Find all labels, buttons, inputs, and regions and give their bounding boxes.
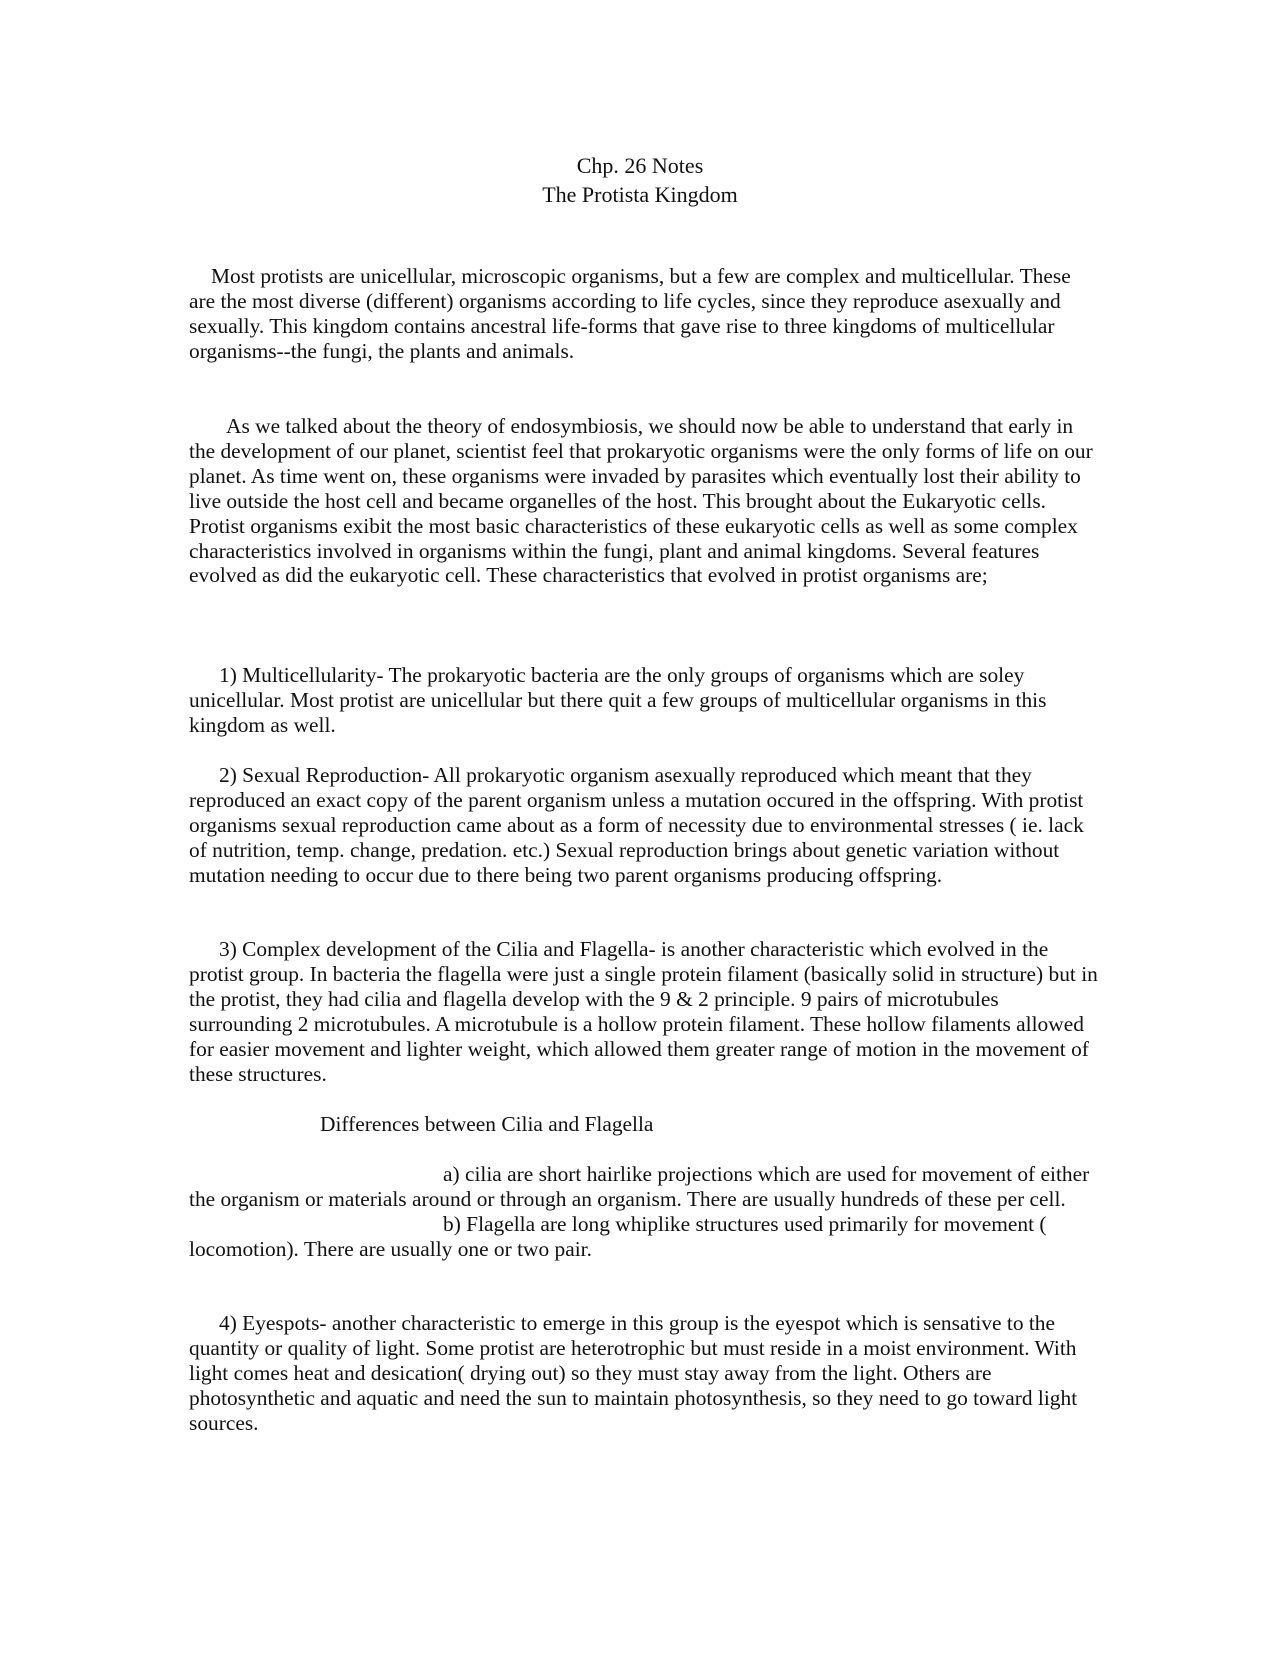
paragraph-eyespots-text: 4) Eyespots- another characteristic to emerge in this group is the eyespot which is sensative to the quantity or quality of light. Some protist are heterotrophic but must reside in a moist environment. With light comes heat and desication( drying out) so they must stay away from the light. Others are photosynthetic and aquatic and need the sun to maintain photosynthesis, so they need to go toward light sources.: [189, 1311, 1078, 1435]
paragraph-endosymbiosis: [189, 414, 1099, 588]
paragraph-cilia-flagella: [189, 937, 1099, 1086]
paragraph-intro-text: Most protists are unicellular, microscopic organisms, but a few are complex and multicellular. These are the most diverse (different) organisms according to life cycles, since they reproduce asexually and sexually. This kingdom contains ancestral life-forms that gave rise to three kingdoms of multicellular organisms--the fungi, the plants and animals.: [189, 264, 1071, 363]
document-subtitle: The Protista Kingdom: [542, 182, 738, 207]
paragraph-intro: [189, 264, 1099, 364]
differences-list: [189, 1162, 1099, 1262]
difference-flagella: [189, 1212, 1099, 1262]
document-title: Chp. 26 Notes: [576, 153, 704, 178]
paragraph-eyespots: [189, 1311, 1099, 1436]
paragraph-sexual-reproduction-text: 2) Sexual Reproduction- All prokaryotic organism asexually reproduced which meant that they reproduced an exact copy of the parent organism unless a mutation occured in the offspring. With protist organisms sexual reproduction came about as a form of necessity due to environmental stresses ( ie. lack of nutrition, temp. change, predation. etc.) Sexual reproduction brings about genetic variation without mutation needing to occur due to there being two parent organisms producing offspring.: [189, 763, 1084, 887]
difference-cilia-text: a) cilia are short hairlike projections which are used for movement of either the organism or materials around or through an organism. There are usually hundreds of these per cell.: [189, 1162, 1090, 1211]
paragraph-cilia-flagella-text: 3) Complex development of the Cilia and Flagella- is another characteristic which evolved in the protist group. In bacteria the flagella were just a single protein filament (basically solid in structure) but in the protist, they had cilia and flagella develop with the 9 & 2 principle. 9 pairs of microtubules surrounding 2 microtubules. A microtubule is a hollow protein filament. These hollow filaments allowed for easier movement and lighter weight, which allowed them greater range of motion in the movement of these structures.: [189, 937, 1098, 1086]
paragraph-sexual-reproduction: [189, 763, 1099, 888]
difference-flagella-text: b) Flagella are long whiplike structures used primarily for movement ( locomotion). There are usually one or two pair.: [189, 1211, 1047, 1261]
section-subheading: Differences between Cilia and Flagella: [320, 1112, 654, 1136]
paragraph-endosymbiosis-text: As we talked about the theory of endosymbiosis, we should now be able to understand that early in the development of our planet, scientist feel that prokaryotic organisms were the only forms of life on our planet. As time went on, these organisms were invaded by parasites which eventually lost their ability to live outside the host cell and became organelles of the host. This brought about the Eukaryotic cells. Protist organisms exibit the most basic characteristics of these eukaryotic cells as well as some complex characteristics involved in organisms within the fungi, plant and animal kingdoms. Several features evolved as did the eukaryotic cell. These characteristics that evolved in protist organisms are;: [189, 414, 1093, 588]
difference-cilia: [189, 1162, 1099, 1212]
paragraph-multicellularity: [189, 663, 1099, 738]
paragraph-multicellularity-text: 1) Multicellularity- The prokaryotic bacteria are the only groups of organisms which are soley unicellular. Most protist are unicellular but there quit a few groups of multicellular organisms in this kingdom as well.: [189, 663, 1047, 737]
